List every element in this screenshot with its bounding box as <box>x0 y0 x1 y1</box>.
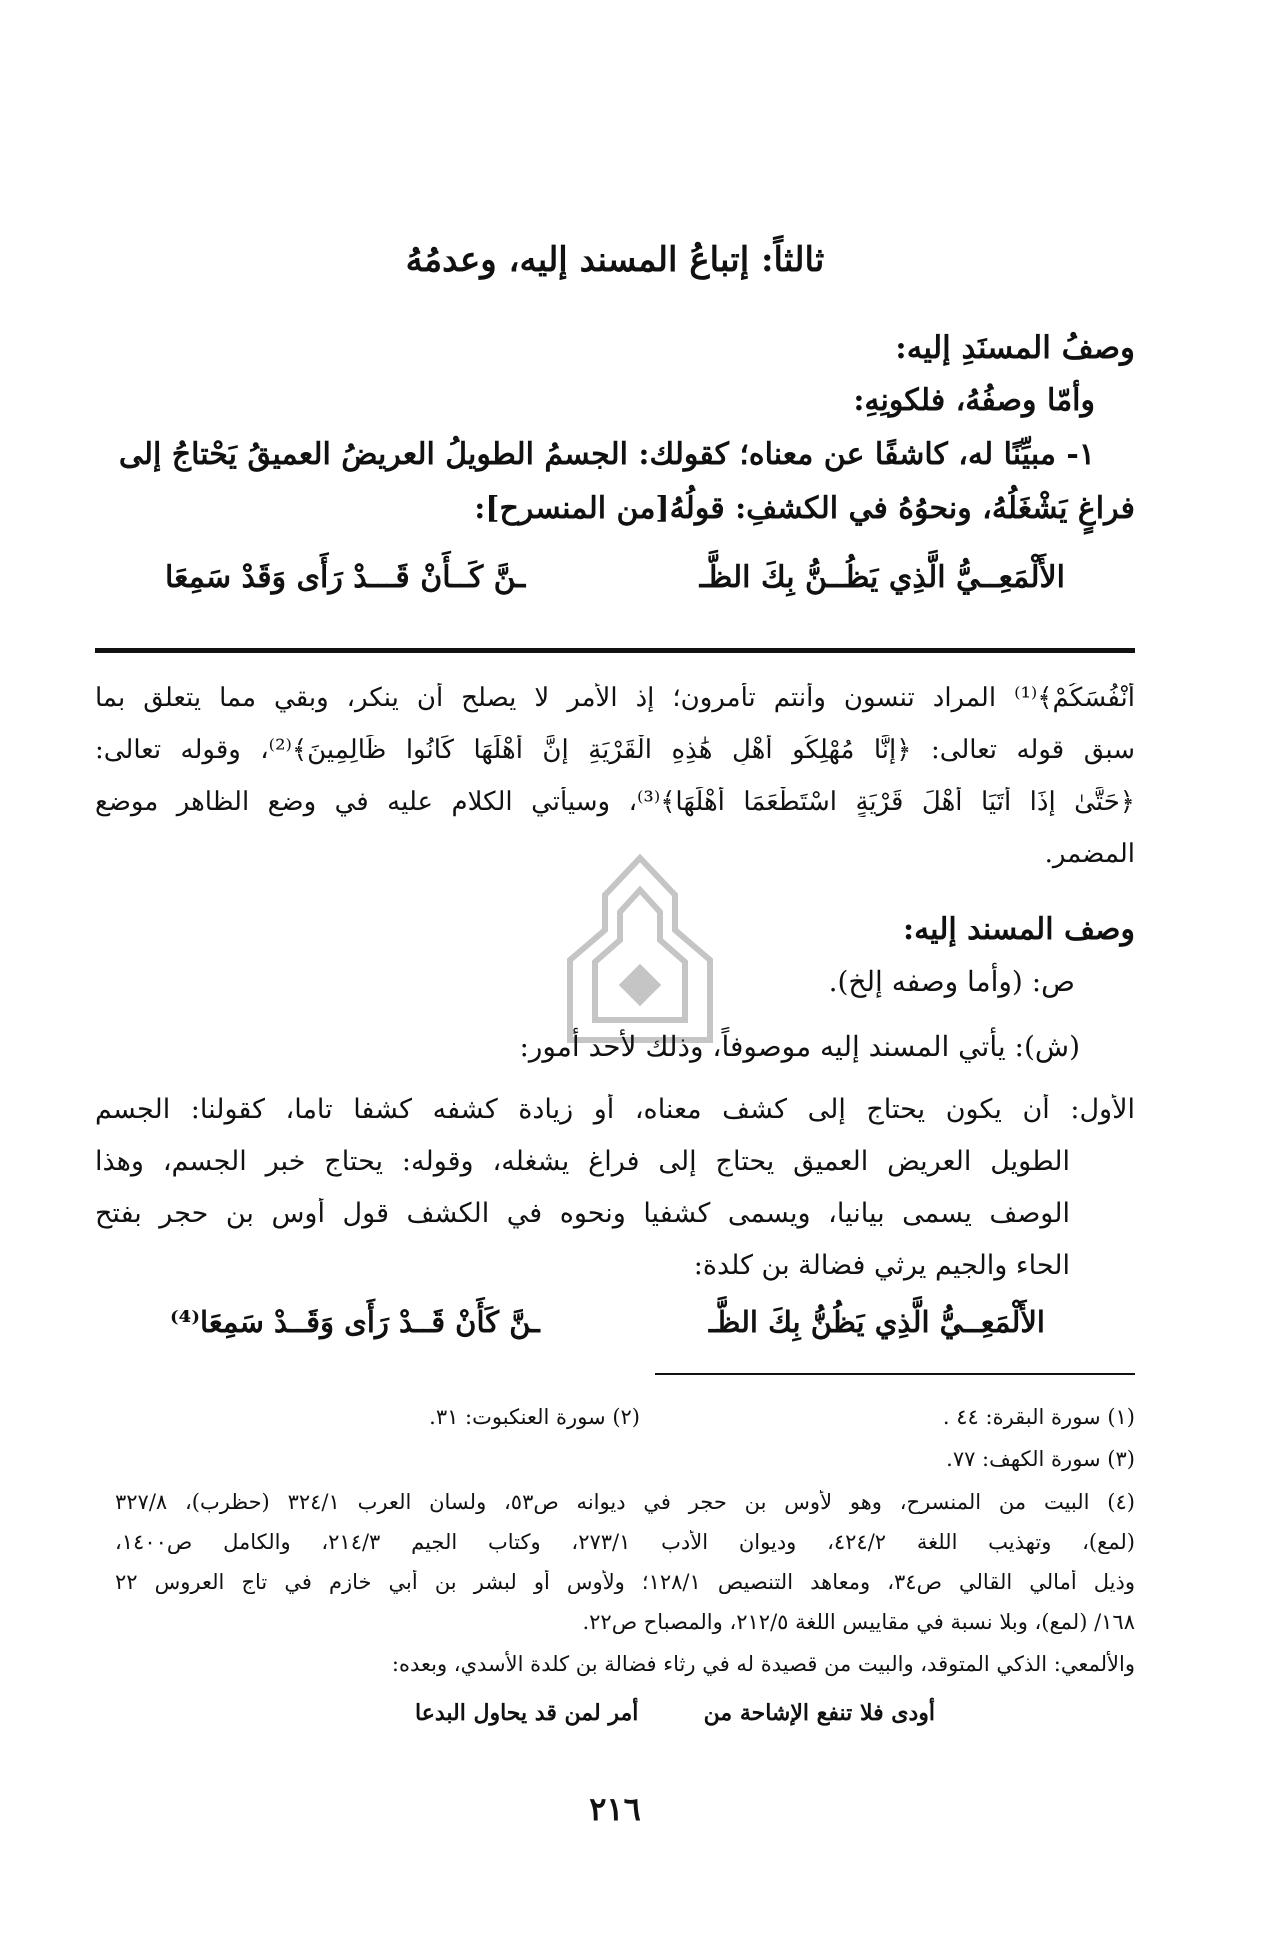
body-line: المضمر. <box>1044 839 1135 869</box>
footnote-4-line: ١٦٨/ (لمع)، وبلا نسبة في مقاييس اللغة ٢١٢/٥، والمصباح ص٢٢. <box>582 1610 1135 1634</box>
sharh-verse-first-hemistich: الأَلْمَعِــيُّ الَّذِي يَظُنُّ بِكَ الظَّـ <box>708 1305 1045 1339</box>
page-title: ثالثاً: إتباعُ المسند إليه، وعدمُهُ <box>405 240 825 280</box>
sharh-line: الطويل العريض العميق يحتاج إلى فراغ يشغله، وقوله: يحتاج خبر الجسم، وهذا <box>95 1146 1070 1177</box>
footnote-4-gloss: والألمعي: الذكي المتوقد، والبيت من قصيدة له في رثاء فضالة بن كلدة الأسدي، وبعده: <box>391 1652 1135 1676</box>
matn-item-1-line-1: ١- مبيِّنًا له، كاشفًا عن معناه؛ كقولك: الجسمُ الطويلُ العريضُ العميقُ يَحْتاجُ إلى <box>118 437 1095 472</box>
section-heading-sharh: وصف المسند إليه: <box>903 912 1135 947</box>
footnote-divider <box>655 1373 1135 1375</box>
footnote-3: (٣) سورة الكهف: ٧٧. <box>946 1447 1135 1471</box>
sharh-line: الحاء والجيم يرثي فضالة بن كلدة: <box>693 1250 1070 1281</box>
matn-verse-first-hemistich: الأَلْمَعِــيُّ الَّذِي يَظُــنُّ بِكَ الظَّـ <box>699 560 1065 595</box>
sharh-line: الوصف يسمى بيانيا، ويسمى كشفيا ونحوه في الكشف قول أوس بن حجر بفتح <box>95 1198 1070 1229</box>
text-reference: ص: (وأما وصفه إلخ). <box>828 965 1075 998</box>
sharh-verse-second-hemistich: ـنَّ كَأَنْ قَــدْ رَأَى وَقَــدْ سَمِعَا⁽⁴⁾ <box>170 1305 540 1339</box>
matn-item-1-line-2: فراغٍ يَشْغَلُهُ، ونحوُهُ في الكشفِ: قولُهُ[من المنسرح]: <box>474 491 1135 526</box>
section-heading-matn: وصفُ المسنَدِ إليه: <box>895 330 1135 366</box>
footnote-verse-first-hemistich: أودى فلا تنفع الإشاحة من <box>703 1700 935 1726</box>
footnote-verse-second-hemistich: أمر لمن قد يحاول البدعا <box>415 1700 639 1726</box>
body-line: أَنْفُسَكُمْ﴾⁽¹⁾ المراد تنسون وأنتم تأمرون؛ إذ الأمر لا يصلح أن ينكر، وبقي مما يتعلق بما <box>95 683 1135 713</box>
footnote-2: (٢) سورة العنكبوت: ٣١. <box>429 1405 640 1429</box>
sharh-intro: (ش): يأتي المسند إليه موصوفاً، وذلك لأحد أمور: <box>519 1030 1080 1063</box>
section-divider <box>95 648 1135 653</box>
sharh-line: الأول: أن يكون يحتاج إلى كشف معناه، أو زيادة كشفه كشفا تاما، كقولنا: الجسم <box>95 1094 1135 1125</box>
matn-verse-second-hemistich: ـنَّ كَــأَنْ قَـــدْ رَأَى وَقَدْ سَمِعَا <box>165 560 526 595</box>
footnote-1: (١) سورة البقرة: ٤٤ . <box>942 1405 1135 1429</box>
book-page <box>95 0 1135 1944</box>
library-seal-icon <box>545 850 735 1060</box>
footnote-4-line: وذيل أمالي القالي ص٣٤، ومعاهد التنصيص ١٢٨/١؛ ولأوس أو لبشر بن أبي خازم في تاج العروس ٢٢ <box>115 1570 1135 1594</box>
body-line: سبق قوله تعالى: ﴿إِنَّا مُهْلِكُو أَهْلِ هَٰذِهِ الْقَرْيَةِ إِنَّ أَهْلَهَا كَانُوا ظَالِمِينَ﴾⁽²⁾، وقوله تعالى: <box>95 735 1135 765</box>
matn-subheading: وأمّا وصفُهُ، فلكونِهِ: <box>853 383 1095 418</box>
footnote-4-line: (لمع)، وتهذيب اللغة ٤٢٤/٢، وديوان الأدب ٢٧٣/١، وكتاب الجيم ٢١٤/٣، والكامل ص١٤٠٠، <box>115 1530 1135 1554</box>
body-line: ﴿حَتَّىٰ إِذَا أَتَيَا أَهْلَ قَرْيَةٍ اسْتَطْعَمَا أَهْلَهَا﴾⁽³⁾، وسيأتي الكلام عليه في وضع الظاهر موضع <box>95 787 1135 817</box>
footnote-4-line: (٤) البيت من المنسرح، وهو لأوس بن حجر في ديوانه ص٥٣، ولسان العرب ٣٢٤/١ (حظرب)، ٣٢٧/٨ <box>115 1490 1135 1514</box>
page-number: ٢١٦ <box>589 1790 641 1828</box>
